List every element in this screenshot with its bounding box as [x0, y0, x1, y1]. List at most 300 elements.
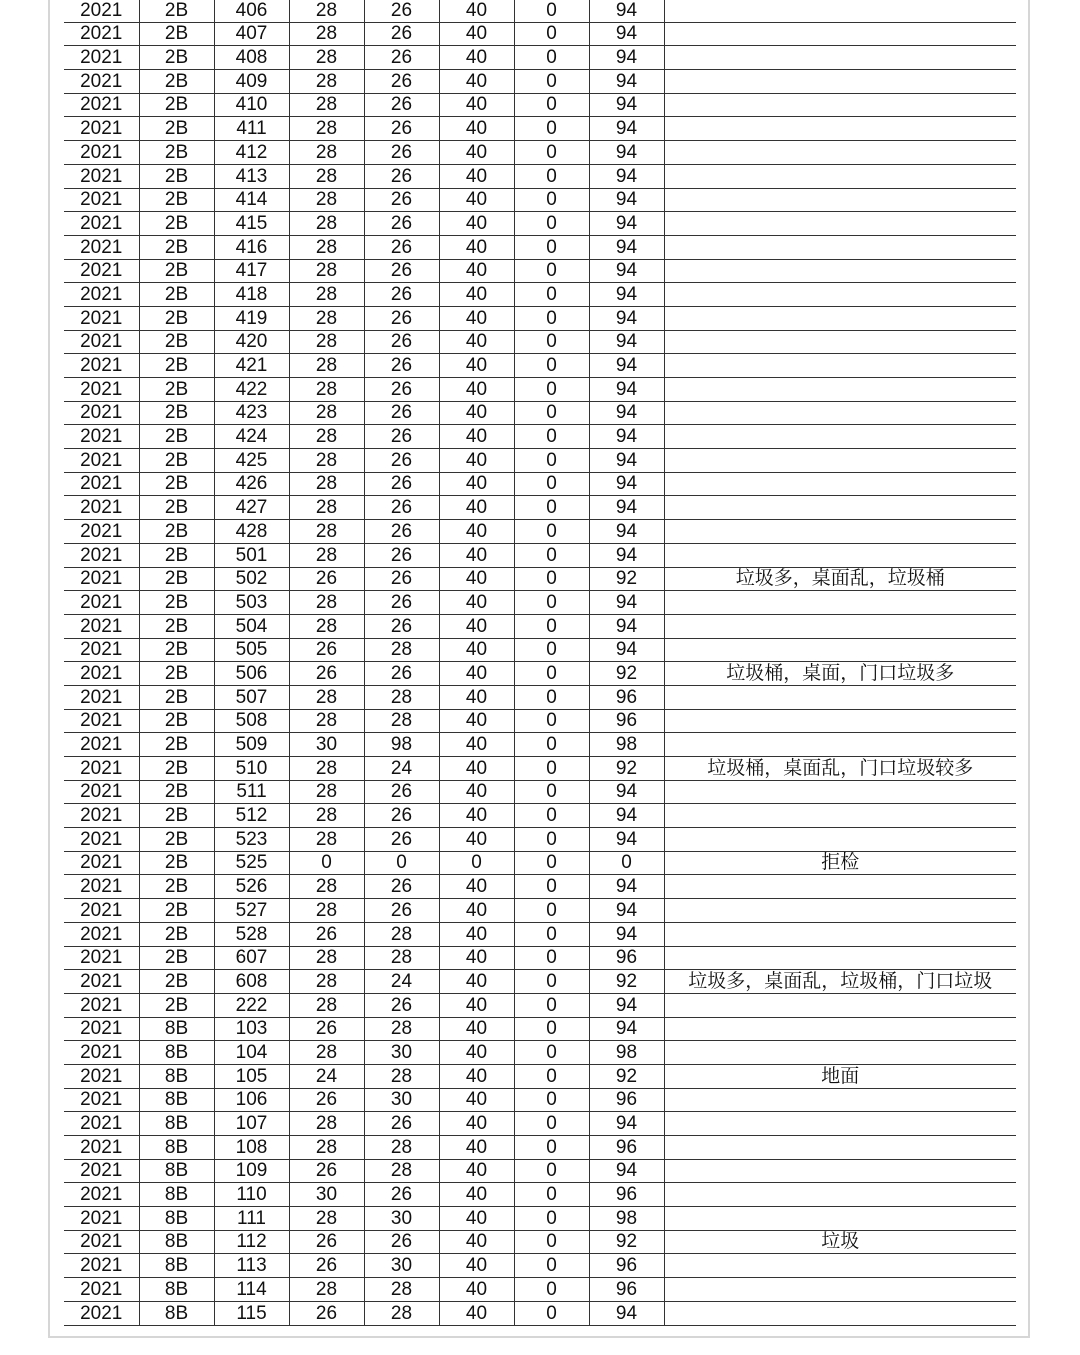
penalty-cell: 0	[514, 543, 589, 567]
table-row	[64, 472, 1016, 496]
table-row	[64, 354, 1016, 378]
note-cell	[664, 378, 1016, 402]
building-cell: 2B	[139, 851, 214, 875]
building-cell: 2B	[139, 614, 214, 638]
penalty-cell: 0	[514, 1254, 589, 1278]
score-c-cell: 40	[439, 1159, 514, 1183]
year-cell: 2021	[64, 212, 139, 236]
score-a-cell: 28	[289, 828, 364, 852]
room-cell: 105	[214, 1064, 289, 1088]
room-cell: 507	[214, 685, 289, 709]
building-cell: 8B	[139, 1254, 214, 1278]
score-c-cell: 40	[439, 354, 514, 378]
score-a-cell: 26	[289, 922, 364, 946]
score-b-cell: 28	[364, 1159, 439, 1183]
score-c-cell: 40	[439, 330, 514, 354]
score-a-cell: 28	[289, 875, 364, 899]
score-c-cell: 40	[439, 1088, 514, 1112]
score-a-cell: 28	[289, 401, 364, 425]
score-b-cell: 28	[364, 1017, 439, 1041]
score-a-cell: 28	[289, 757, 364, 781]
total-cell: 94	[589, 1159, 664, 1183]
penalty-cell: 0	[514, 1159, 589, 1183]
table-row	[64, 141, 1016, 165]
total-cell: 94	[589, 780, 664, 804]
building-cell: 2B	[139, 757, 214, 781]
score-c-cell: 40	[439, 164, 514, 188]
table-row	[64, 567, 1016, 591]
score-c-cell: 40	[439, 93, 514, 117]
score-c-cell: 40	[439, 804, 514, 828]
room-cell: 528	[214, 922, 289, 946]
total-cell: 94	[589, 354, 664, 378]
room-cell: 108	[214, 1136, 289, 1160]
score-a-cell: 28	[289, 235, 364, 259]
room-cell: 406	[214, 0, 289, 22]
score-b-cell: 0	[364, 851, 439, 875]
total-cell: 92	[589, 1064, 664, 1088]
table-row	[64, 164, 1016, 188]
year-cell: 2021	[64, 401, 139, 425]
score-b-cell: 26	[364, 496, 439, 520]
room-cell: 109	[214, 1159, 289, 1183]
score-b-cell: 28	[364, 946, 439, 970]
total-cell: 98	[589, 733, 664, 757]
building-cell: 2B	[139, 425, 214, 449]
table-row	[64, 1041, 1016, 1065]
table-row	[64, 1254, 1016, 1278]
score-b-cell: 26	[364, 993, 439, 1017]
score-b-cell: 26	[364, 899, 439, 923]
total-cell: 94	[589, 141, 664, 165]
score-b-cell: 26	[364, 46, 439, 70]
penalty-cell: 0	[514, 520, 589, 544]
score-c-cell: 40	[439, 899, 514, 923]
note-cell	[664, 591, 1016, 615]
score-c-cell: 40	[439, 946, 514, 970]
year-cell: 2021	[64, 1207, 139, 1231]
penalty-cell: 0	[514, 235, 589, 259]
total-cell: 94	[589, 259, 664, 283]
total-cell: 94	[589, 70, 664, 94]
score-b-cell: 26	[364, 354, 439, 378]
building-cell: 8B	[139, 1064, 214, 1088]
room-cell: 416	[214, 235, 289, 259]
year-cell: 2021	[64, 1064, 139, 1088]
score-c-cell: 40	[439, 638, 514, 662]
note-cell	[664, 188, 1016, 212]
penalty-cell: 0	[514, 709, 589, 733]
score-a-cell: 28	[289, 188, 364, 212]
score-a-cell: 28	[289, 804, 364, 828]
score-c-cell: 40	[439, 141, 514, 165]
year-cell: 2021	[64, 804, 139, 828]
penalty-cell: 0	[514, 46, 589, 70]
note-cell	[664, 46, 1016, 70]
score-a-cell: 28	[289, 0, 364, 22]
total-cell: 94	[589, 804, 664, 828]
score-c-cell: 40	[439, 993, 514, 1017]
score-c-cell: 40	[439, 449, 514, 473]
score-a-cell: 28	[289, 993, 364, 1017]
note-cell	[664, 875, 1016, 899]
total-cell: 94	[589, 235, 664, 259]
score-b-cell: 26	[364, 235, 439, 259]
building-cell: 2B	[139, 946, 214, 970]
score-c-cell: 40	[439, 401, 514, 425]
building-cell: 2B	[139, 117, 214, 141]
score-a-cell: 28	[289, 520, 364, 544]
year-cell: 2021	[64, 520, 139, 544]
room-cell: 525	[214, 851, 289, 875]
score-c-cell: 40	[439, 425, 514, 449]
table-row	[64, 283, 1016, 307]
score-a-cell: 28	[289, 899, 364, 923]
building-cell: 2B	[139, 141, 214, 165]
note-cell	[664, 828, 1016, 852]
room-cell: 110	[214, 1183, 289, 1207]
total-cell: 94	[589, 543, 664, 567]
total-cell: 96	[589, 1254, 664, 1278]
score-a-cell: 28	[289, 70, 364, 94]
score-b-cell: 26	[364, 212, 439, 236]
score-a-cell: 28	[289, 164, 364, 188]
penalty-cell: 0	[514, 449, 589, 473]
table-row	[64, 1207, 1016, 1231]
table-row	[64, 1136, 1016, 1160]
penalty-cell: 0	[514, 164, 589, 188]
score-c-cell: 40	[439, 1112, 514, 1136]
room-cell: 115	[214, 1301, 289, 1325]
score-a-cell: 28	[289, 449, 364, 473]
total-cell: 94	[589, 425, 664, 449]
total-cell: 94	[589, 188, 664, 212]
score-c-cell: 0	[439, 851, 514, 875]
building-cell: 2B	[139, 899, 214, 923]
score-a-cell: 28	[289, 283, 364, 307]
total-cell: 94	[589, 401, 664, 425]
room-cell: 412	[214, 141, 289, 165]
score-c-cell: 40	[439, 0, 514, 22]
room-cell: 501	[214, 543, 289, 567]
note-cell	[664, 543, 1016, 567]
year-cell: 2021	[64, 117, 139, 141]
score-a-cell: 26	[289, 1088, 364, 1112]
building-cell: 2B	[139, 780, 214, 804]
score-a-cell: 28	[289, 946, 364, 970]
year-cell: 2021	[64, 22, 139, 46]
score-b-cell: 28	[364, 638, 439, 662]
score-a-cell: 24	[289, 1064, 364, 1088]
score-b-cell: 30	[364, 1254, 439, 1278]
note-cell	[664, 1112, 1016, 1136]
total-cell: 96	[589, 1183, 664, 1207]
note-cell	[664, 22, 1016, 46]
score-b-cell: 28	[364, 709, 439, 733]
score-a-cell: 30	[289, 1183, 364, 1207]
score-a-cell: 28	[289, 614, 364, 638]
penalty-cell: 0	[514, 970, 589, 994]
penalty-cell: 0	[514, 685, 589, 709]
score-c-cell: 40	[439, 22, 514, 46]
score-a-cell: 28	[289, 22, 364, 46]
table-row	[64, 259, 1016, 283]
note-cell	[664, 306, 1016, 330]
table-row	[64, 378, 1016, 402]
penalty-cell: 0	[514, 851, 589, 875]
year-cell: 2021	[64, 354, 139, 378]
year-cell: 2021	[64, 970, 139, 994]
penalty-cell: 0	[514, 425, 589, 449]
score-b-cell: 26	[364, 449, 439, 473]
total-cell: 96	[589, 1278, 664, 1302]
year-cell: 2021	[64, 496, 139, 520]
table-row	[64, 875, 1016, 899]
year-cell: 2021	[64, 875, 139, 899]
building-cell: 8B	[139, 1017, 214, 1041]
note-cell	[664, 1278, 1016, 1302]
year-cell: 2021	[64, 828, 139, 852]
building-cell: 2B	[139, 496, 214, 520]
room-cell: 424	[214, 425, 289, 449]
score-b-cell: 26	[364, 425, 439, 449]
building-cell: 2B	[139, 804, 214, 828]
score-c-cell: 40	[439, 378, 514, 402]
note-cell	[664, 0, 1016, 22]
total-cell: 94	[589, 449, 664, 473]
building-cell: 2B	[139, 591, 214, 615]
note-cell	[664, 899, 1016, 923]
note-cell	[664, 354, 1016, 378]
score-a-cell: 28	[289, 306, 364, 330]
penalty-cell: 0	[514, 757, 589, 781]
year-cell: 2021	[64, 1159, 139, 1183]
score-a-cell: 28	[289, 780, 364, 804]
year-cell: 2021	[64, 425, 139, 449]
room-cell: 417	[214, 259, 289, 283]
table-row	[64, 709, 1016, 733]
room-cell: 419	[214, 306, 289, 330]
score-a-cell: 28	[289, 1136, 364, 1160]
score-b-cell: 26	[364, 401, 439, 425]
score-c-cell: 40	[439, 709, 514, 733]
building-cell: 2B	[139, 567, 214, 591]
penalty-cell: 0	[514, 1301, 589, 1325]
score-b-cell: 26	[364, 22, 439, 46]
score-a-cell: 28	[289, 212, 364, 236]
year-cell: 2021	[64, 662, 139, 686]
total-cell: 94	[589, 638, 664, 662]
score-c-cell: 40	[439, 1207, 514, 1231]
penalty-cell: 0	[514, 1136, 589, 1160]
score-b-cell: 26	[364, 378, 439, 402]
score-c-cell: 40	[439, 212, 514, 236]
year-cell: 2021	[64, 851, 139, 875]
building-cell: 2B	[139, 875, 214, 899]
note-cell	[664, 804, 1016, 828]
building-cell: 2B	[139, 638, 214, 662]
table-row	[64, 780, 1016, 804]
building-cell: 2B	[139, 306, 214, 330]
score-a-cell: 30	[289, 733, 364, 757]
room-cell: 504	[214, 614, 289, 638]
score-a-cell: 28	[289, 591, 364, 615]
total-cell: 94	[589, 330, 664, 354]
total-cell: 94	[589, 472, 664, 496]
building-cell: 2B	[139, 46, 214, 70]
building-cell: 2B	[139, 662, 214, 686]
score-c-cell: 40	[439, 970, 514, 994]
penalty-cell: 0	[514, 117, 589, 141]
year-cell: 2021	[64, 0, 139, 22]
room-cell: 112	[214, 1230, 289, 1254]
score-a-cell: 26	[289, 638, 364, 662]
building-cell: 2B	[139, 828, 214, 852]
room-cell: 409	[214, 70, 289, 94]
penalty-cell: 0	[514, 828, 589, 852]
building-cell: 2B	[139, 164, 214, 188]
total-cell: 94	[589, 164, 664, 188]
table-row	[64, 543, 1016, 567]
penalty-cell: 0	[514, 472, 589, 496]
score-a-cell: 28	[289, 1278, 364, 1302]
table-row	[64, 22, 1016, 46]
score-a-cell: 28	[289, 425, 364, 449]
year-cell: 2021	[64, 188, 139, 212]
table-row	[64, 922, 1016, 946]
score-b-cell: 26	[364, 804, 439, 828]
score-a-cell: 28	[289, 117, 364, 141]
table-row	[64, 1159, 1016, 1183]
score-a-cell: 28	[289, 709, 364, 733]
table-row	[64, 851, 1016, 875]
building-cell: 8B	[139, 1041, 214, 1065]
note-cell	[664, 614, 1016, 638]
total-cell: 92	[589, 757, 664, 781]
total-cell: 94	[589, 1301, 664, 1325]
building-cell: 2B	[139, 0, 214, 22]
table-row	[64, 899, 1016, 923]
score-c-cell: 40	[439, 757, 514, 781]
building-cell: 8B	[139, 1207, 214, 1231]
year-cell: 2021	[64, 757, 139, 781]
table-row	[64, 946, 1016, 970]
room-cell: 411	[214, 117, 289, 141]
building-cell: 2B	[139, 212, 214, 236]
year-cell: 2021	[64, 591, 139, 615]
room-cell: 222	[214, 993, 289, 1017]
note-cell	[664, 520, 1016, 544]
total-cell: 94	[589, 46, 664, 70]
room-cell: 426	[214, 472, 289, 496]
score-c-cell: 40	[439, 46, 514, 70]
year-cell: 2021	[64, 685, 139, 709]
score-a-cell: 28	[289, 685, 364, 709]
table-row	[64, 93, 1016, 117]
building-cell: 2B	[139, 709, 214, 733]
score-c-cell: 40	[439, 543, 514, 567]
year-cell: 2021	[64, 1041, 139, 1065]
note-cell	[664, 449, 1016, 473]
score-c-cell: 40	[439, 780, 514, 804]
score-b-cell: 26	[364, 141, 439, 165]
table-row	[64, 1301, 1016, 1325]
note-cell	[664, 235, 1016, 259]
penalty-cell: 0	[514, 1207, 589, 1231]
score-b-cell: 26	[364, 93, 439, 117]
score-b-cell: 26	[364, 70, 439, 94]
building-cell: 2B	[139, 378, 214, 402]
building-cell: 8B	[139, 1112, 214, 1136]
year-cell: 2021	[64, 141, 139, 165]
note-cell	[664, 164, 1016, 188]
year-cell: 2021	[64, 93, 139, 117]
total-cell: 94	[589, 875, 664, 899]
table-row	[64, 520, 1016, 544]
table-row	[64, 733, 1016, 757]
score-c-cell: 40	[439, 1136, 514, 1160]
total-cell: 96	[589, 946, 664, 970]
score-a-cell: 28	[289, 1112, 364, 1136]
penalty-cell: 0	[514, 591, 589, 615]
note-cell	[664, 212, 1016, 236]
table-row	[64, 425, 1016, 449]
total-cell: 94	[589, 93, 664, 117]
penalty-cell: 0	[514, 875, 589, 899]
table-row	[64, 662, 1016, 686]
year-cell: 2021	[64, 1017, 139, 1041]
room-cell: 608	[214, 970, 289, 994]
penalty-cell: 0	[514, 1230, 589, 1254]
table-body	[64, 0, 1016, 1325]
total-cell: 98	[589, 1041, 664, 1065]
room-cell: 423	[214, 401, 289, 425]
total-cell: 94	[589, 117, 664, 141]
room-cell: 506	[214, 662, 289, 686]
total-cell: 94	[589, 1017, 664, 1041]
score-a-cell: 26	[289, 1017, 364, 1041]
table-row	[64, 1278, 1016, 1302]
room-cell: 523	[214, 828, 289, 852]
year-cell: 2021	[64, 449, 139, 473]
table-row	[64, 1112, 1016, 1136]
year-cell: 2021	[64, 70, 139, 94]
total-cell: 98	[589, 1207, 664, 1231]
room-cell: 527	[214, 899, 289, 923]
total-cell: 92	[589, 567, 664, 591]
year-cell: 2021	[64, 283, 139, 307]
table-row	[64, 1230, 1016, 1254]
note-cell	[664, 638, 1016, 662]
score-c-cell: 40	[439, 567, 514, 591]
score-a-cell: 28	[289, 354, 364, 378]
score-a-cell: 28	[289, 330, 364, 354]
score-c-cell: 40	[439, 1254, 514, 1278]
total-cell: 92	[589, 662, 664, 686]
building-cell: 2B	[139, 330, 214, 354]
score-b-cell: 26	[364, 591, 439, 615]
penalty-cell: 0	[514, 330, 589, 354]
total-cell: 94	[589, 378, 664, 402]
year-cell: 2021	[64, 1183, 139, 1207]
note-cell	[664, 1207, 1016, 1231]
total-cell: 94	[589, 614, 664, 638]
score-c-cell: 40	[439, 117, 514, 141]
score-c-cell: 40	[439, 1041, 514, 1065]
penalty-cell: 0	[514, 1112, 589, 1136]
room-cell: 428	[214, 520, 289, 544]
year-cell: 2021	[64, 259, 139, 283]
